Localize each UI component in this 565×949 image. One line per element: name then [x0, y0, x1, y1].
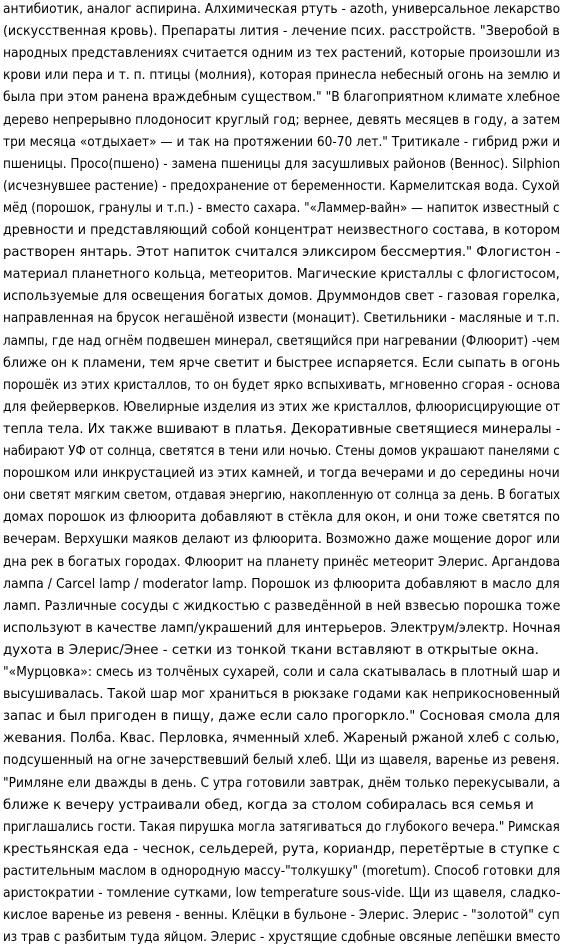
text-line: дна рек в богатых городах. Флюорит на планету принёс метеорит Элерис. Аргандова — [3, 554, 561, 570]
text-line: запас и был пригоден в пищу, даже если сало прогоркло." Сосновая смола для — [3, 709, 561, 725]
text-line: крови или пера и т. п. птицы (молния), которая принесла небесный огонь на землю и — [3, 68, 561, 84]
text-line: "Римляне ели дважды в день. С утра готовили завтрак, днём только перекусывали, а — [3, 775, 561, 791]
text-line: мёд (порошок, гранулы и т.п.) - вместо сахара. "«Ламмер-вайн» — напиток известный с — [3, 200, 560, 216]
text-line: набирают УФ от солнца, светятся в тени или ночью. Стены домов украшают панелями с — [3, 444, 560, 459]
text-line: жевания. Полба. Квас. Перловка, ячменный хлеб. Жареный ржаной хлеб с солью, — [3, 731, 560, 747]
text-line: народных представлениях считается одним из тех растений, которые произошли из — [3, 46, 560, 62]
text-line: ближе к вечеру устраивали обед, когда за столом собиралась вся семья и — [3, 797, 534, 813]
text-line: лампы, где над огнём подвешен минерал, светящийся при нагревании (Флюорит) -чем — [3, 333, 560, 349]
text-line: высушивалась. Такой шар мог храниться в рюкзаке годами как неприкосновенный — [3, 687, 560, 703]
text-line: растительным маслом в однородную массу-"толкушку" (moretum). Способ готовки для — [3, 863, 561, 879]
text-line: была при этом ранена враждебным существом." "В благоприятном климате хлебное — [3, 90, 561, 106]
document-text-body — [3, 0, 561, 946]
text-line: приглашались гости. Такая пирушка могла затягиваться до глубокого вечера." Римская — [3, 819, 560, 835]
text-line: подсушенный на огне зачерствевший белый хлеб. Щи из щавеля, варенье из ревеня. — [3, 753, 560, 769]
text-line: три месяца «отдыхает» — и так на протяжении 60-70 лет." Тритикале - гибрид ржи и — [3, 134, 561, 150]
text-line: ближе он к пламени, тем ярче светит и быстрее испаряется. Если сыпать в огонь — [3, 355, 561, 371]
text-line: дерево непрерывно плодоносит круглый год; вернее, девять месяцев в году, а затем — [3, 112, 561, 128]
text-line: древности и представляющий собой концентрат неизвестного состава, в котором — [3, 223, 561, 238]
text-line: аристократии - томление сутками, low temperature sous-vide. Щи из щавеля, сладко- — [3, 886, 561, 901]
text-line: используемые для освещения богатых домов. Друммондов свет - газовая горелка, — [3, 289, 561, 305]
text-line: материал планетного кольца, метеоритов. Магические кристаллы с флогистосом, — [3, 267, 560, 283]
text-line: (искусственная кровь). Препараты лития - лечение псих. расстройств. "Зверобой в — [3, 24, 560, 40]
text-line: порошёк из этих кристаллов, то он будет ярко вспыхивать, мгновенно сгорая - основа — [3, 377, 561, 393]
text-line: "«Мурцовка»: смесь из толчёных сухарей, соли и сала скатывалась в плотный шар и — [3, 665, 561, 680]
text-line: пшеницы. Просо(пшено) - замена пшеницы для засушливых районов (Веннос). Silphion — [3, 156, 561, 172]
text-line: духота в Элерис/Энее - сетки из тонкой ткани вставляют в открытые окна. — [3, 642, 539, 658]
text-line: из трав с разбитым туда яйцом. Элерис - хрустящие сдобные овсяные лепёшки вместо — [3, 930, 561, 946]
text-line: антибиотик, аналог аспирина. Алхимическая ртуть - azoth, универсальное лекарство — [3, 2, 561, 17]
text-line: (исчезнувшее растение) - предохранение от беременности. Кармелитская вода. Сухой — [3, 178, 560, 194]
text-line: лампа / Carcel lamp / moderator lamp. Порошок из флюорита добавляют в масло для — [3, 576, 560, 592]
text-line: кислое варенье из ревеня - венны. Клёцки в бульоне - Элерис. Элерис - "золотой" суп — [3, 908, 560, 924]
text-line: тепла тела. Их также вшивают в платья. Декоративные светящиеся минералы - — [3, 421, 561, 437]
text-line: используют в качестве ламп/украшений для интерьеров. Электрум/электр. Ночная — [3, 620, 561, 636]
text-line: вечерам. Верхушки маяков делают из флюорита. Возможно даже мощение дорог или — [3, 532, 560, 548]
text-line: для фейерверков. Ювелирные изделия из этих же кристаллов, флюорисцирующие от — [3, 399, 561, 415]
text-line: они светят мягким светом, отдавая энергию, накопленную от солнца за день. В богатых — [3, 488, 561, 504]
text-line: крестьянская еда - чеснок, сельдерей, рута, кориандр, перетёртые в ступке с — [3, 841, 561, 857]
text-line: домах порошок из флюорита добавляют в стёкла для окон, и они тоже светятся по — [3, 510, 560, 526]
text-line: направленная на брусок негашёной извести (монацит). Светильники - масляные и т.п. — [3, 311, 560, 327]
text-line: ламп. Различные сосуды с жидкостью с разведённой в ней взвесью порошка тоже — [3, 598, 561, 614]
text-line: растворен янтарь. Этот напиток считался эликсиром бессмертия." Флогистон - — [3, 245, 561, 261]
text-line: порошком или инкрустацией из этих камней, и тогда вечерами и до середины ночи — [3, 466, 560, 482]
